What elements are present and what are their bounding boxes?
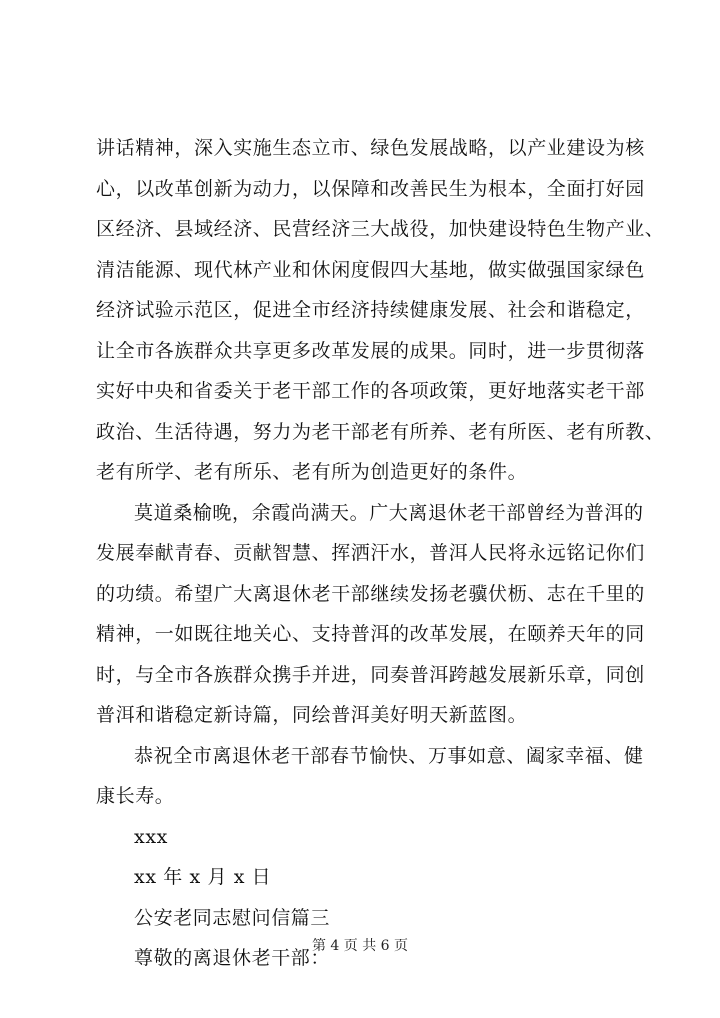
paragraph-line: 心，以改革创新为动力，以保障和改善民生为根本，全面打好园 bbox=[96, 177, 645, 200]
paragraph-line: 普洱和谐稳定新诗篇，同绘普洱美好明天新蓝图。 bbox=[96, 704, 528, 726]
paragraph-line: 发展奉献青春、贡献智慧、挥洒汗水，普洱人民将永远铭记你们 bbox=[96, 542, 645, 564]
paragraph-2 bbox=[96, 493, 645, 736]
paragraph-line: 的功绩。希望广大离退休老干部继续发扬老骥伏枥、志在千里的 bbox=[96, 582, 645, 605]
paragraph-line: 恭祝全市离退休老干部春节愉快、万事如意、阖家幸福、健 bbox=[134, 744, 644, 767]
page-number-footer: 第 4 页 共 6 页 bbox=[311, 938, 409, 954]
date-line: xx 年 x 月 x 日 bbox=[134, 866, 272, 888]
paragraph-line: 清洁能源、现代林产业和休闲度假四大基地，做实做强国家绿色 bbox=[96, 258, 645, 281]
paragraph-line: 经济试验示范区，促进全市经济持续健康发展、社会和谐稳定， bbox=[96, 299, 645, 321]
paragraph-line: 让全市各族群众共享更多改革发展的成果。同时，进一步贯彻落 bbox=[96, 339, 645, 362]
paragraph-line: 实好中央和省委关于老干部工作的各项政策，更好地落实老干部 bbox=[96, 380, 645, 402]
paragraph-3 bbox=[96, 736, 644, 817]
salutation: 尊敬的离退休老干部： bbox=[134, 947, 331, 969]
document-body bbox=[96, 128, 665, 979]
paragraph-line: 康长寿。 bbox=[96, 785, 175, 807]
paragraph-line: 讲话精神，深入实施生态立市、绿色发展战略，以产业建设为核 bbox=[96, 137, 645, 159]
next-section-title: 公安老同志慰问信篇三 bbox=[134, 906, 331, 929]
paragraph-line: 时，与全市各族群众携手并进，同奏普洱跨越发展新乐章，同创 bbox=[96, 663, 645, 686]
signature: xxx bbox=[134, 825, 168, 848]
paragraph-line: 精神，一如既往地关心、支持普洱的改革发展，在颐养天年的同 bbox=[96, 623, 645, 645]
paragraph-line: 政治、生活待遇，努力为老干部老有所养、老有所医、老有所教、 bbox=[96, 420, 665, 443]
paragraph-line: 莫道桑榆晚，余霞尚满天。广大离退休老干部曾经为普洱的 bbox=[134, 501, 644, 524]
paragraph-1 bbox=[96, 128, 665, 493]
paragraph-line: 老有所学、老有所乐、老有所为创造更好的条件。 bbox=[96, 461, 528, 483]
paragraph-line: 区经济、县域经济、民营经济三大战役，加快建设特色生物产业、 bbox=[96, 218, 665, 240]
